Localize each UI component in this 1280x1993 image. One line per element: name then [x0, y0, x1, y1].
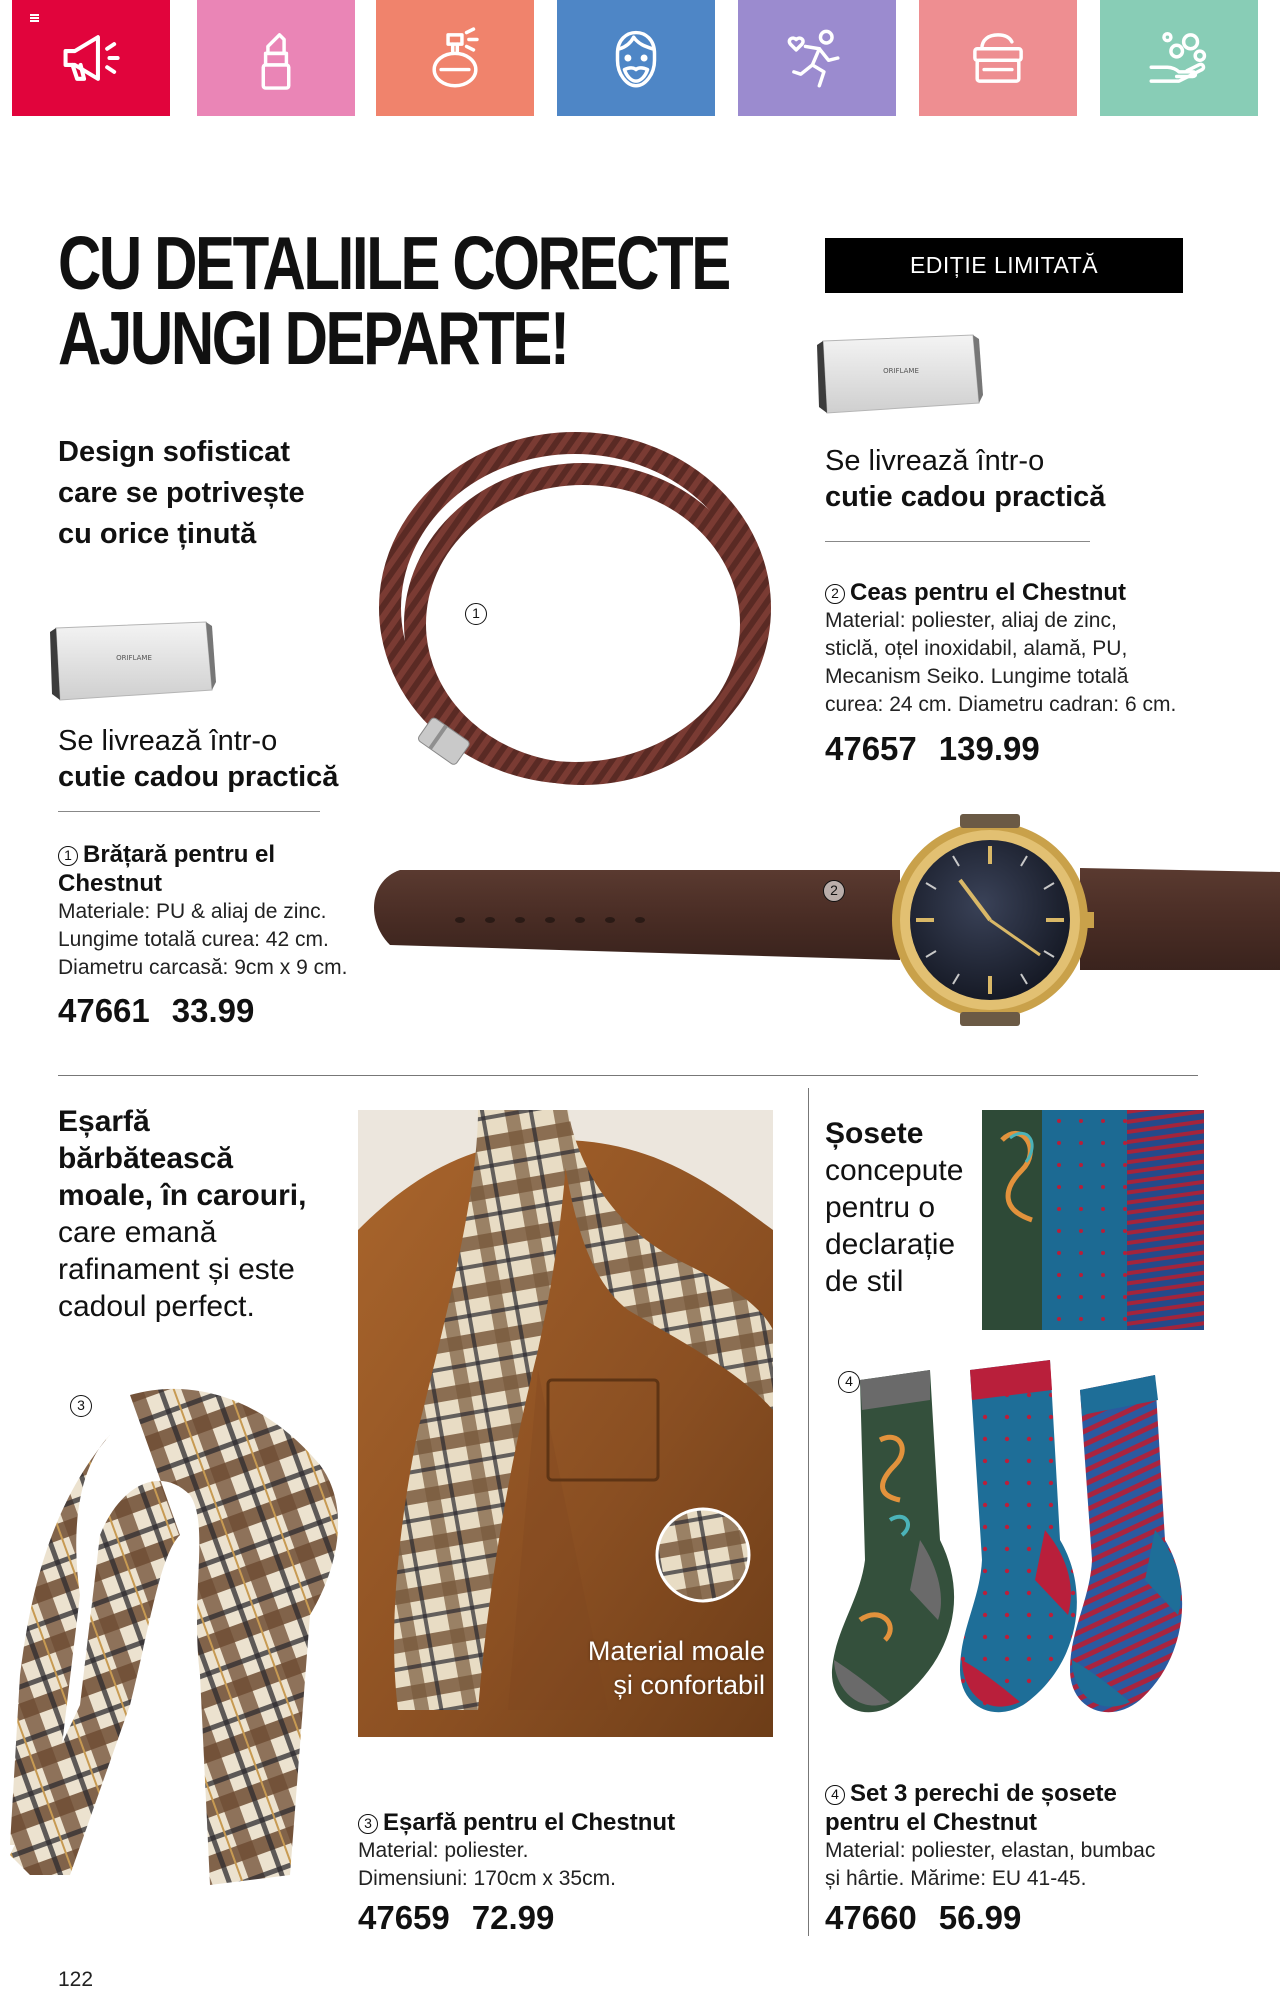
bracelet-image [365, 428, 785, 808]
product-title-text: pentru el Chestnut [825, 1809, 1038, 1836]
product-spec: curea: 24 cm. Diametru cadran: 6 cm. [825, 693, 1177, 716]
product-marker: 1 [58, 846, 78, 866]
intro-line: Design sofisticat [58, 436, 291, 468]
scarf-marker: 3 [70, 1395, 92, 1417]
tab-wellness[interactable] [738, 0, 896, 116]
megaphone-icon [54, 21, 128, 95]
scarf-soft-material-caption [520, 1634, 765, 1702]
product-marker: 3 [358, 1814, 378, 1834]
intro-line: declarație [825, 1228, 956, 1261]
product-code: 47657 [825, 730, 917, 767]
gift-box-brand: ORIFLAME [116, 654, 152, 662]
product-title-text: Brățară pentru el Chestnut [58, 841, 276, 897]
cream-jar-icon [961, 21, 1035, 95]
tab-skincare[interactable] [919, 0, 1077, 116]
scarf-price [358, 1899, 554, 1937]
watch-delivery-note [825, 443, 1105, 515]
product-marker: 2 [825, 584, 845, 604]
product-title [358, 1808, 778, 1837]
product-spec: sticlă, oțel inoxidabil, alamă, PU, [825, 637, 1128, 660]
gift-box-brand: ORIFLAME [883, 367, 919, 375]
lipstick-icon [239, 21, 313, 95]
intro-line: Eșarfă [58, 1105, 150, 1138]
product-code: 47659 [358, 1899, 450, 1936]
caption-line: și confortabil [613, 1670, 765, 1700]
intro-line: de stil [825, 1265, 904, 1298]
product-title-text: Set 3 perechi de șosete [850, 1780, 1117, 1807]
tab-men[interactable] [557, 0, 715, 116]
scarf-product-info [358, 1808, 778, 1893]
bracelet-intro [58, 432, 305, 555]
watch-marker: 2 [823, 880, 845, 902]
limited-edition-badge: EDIȚIE LIMITATĂ [825, 238, 1183, 293]
intro-line: moale, în carouri, [58, 1179, 307, 1212]
column-divider [808, 1088, 809, 1936]
product-code: 47660 [825, 1899, 917, 1936]
product-spec: Material: poliester, aliaj de zinc, [825, 609, 1117, 632]
socks-product-info [825, 1779, 1265, 1893]
gift-box-image [815, 333, 983, 415]
hand-wash-icon [1142, 21, 1216, 95]
product-spec: Material: poliester, elastan, bumbac [825, 1839, 1156, 1862]
bracelet-marker: 1 [465, 603, 487, 625]
product-spec: Dimensiuni: 170cm x 35cm. [358, 1867, 616, 1890]
bracelet-price [58, 992, 254, 1030]
headline-line-1: CU DETALIILE CORECTE [58, 221, 729, 305]
scarf-product-image [10, 1375, 350, 1895]
product-marker: 4 [825, 1785, 845, 1805]
product-title [825, 1779, 1265, 1808]
product-spec: Material: poliester. [358, 1839, 529, 1862]
caption-line: Material moale [587, 1636, 765, 1666]
product-title [825, 578, 1265, 607]
product-title-text: Ceas pentru el Chestnut [850, 579, 1127, 606]
scarf-intro [58, 1103, 306, 1325]
intro-line: Șosete [825, 1117, 924, 1150]
socks-product-image [820, 1340, 1250, 1750]
divider [58, 811, 320, 812]
delivery-line-1: Se livrează într-o [58, 725, 278, 757]
watch-price [825, 730, 1040, 768]
tab-makeup[interactable] [197, 0, 355, 116]
product-spec: Lungime totală curea: 42 cm. [58, 928, 329, 951]
product-price: 139.99 [938, 730, 1040, 767]
product-title [58, 840, 378, 898]
delivery-line-2: cutie cadou practică [58, 761, 339, 793]
intro-line: concepute [825, 1154, 964, 1187]
headline-line-2: AJUNGI DEPARTE! [58, 296, 568, 380]
bracelet-product-info [58, 840, 378, 982]
delivery-line-1: Se livrează într-o [825, 445, 1045, 477]
intro-line: care emană [58, 1216, 217, 1249]
product-code: 47661 [58, 992, 150, 1029]
intro-line: care se potrivește [58, 477, 305, 509]
intro-line: bărbătească [58, 1142, 234, 1175]
bracelet-delivery-note [58, 723, 338, 795]
divider [825, 541, 1090, 542]
page-headline [58, 221, 729, 380]
socks-closeup-photo [982, 1110, 1204, 1330]
product-spec: Diametru carcasă: 9cm x 9 cm. [58, 956, 348, 979]
gift-box-image [48, 620, 216, 702]
delivery-line-2: cutie cadou practică [825, 481, 1106, 513]
socks-intro [825, 1115, 963, 1300]
perfume-icon [418, 21, 492, 95]
category-tabs [0, 0, 1280, 116]
socks-marker: 4 [838, 1371, 860, 1393]
product-spec: Mecanism Seiko. Lungime totală [825, 665, 1129, 688]
man-face-icon [599, 21, 673, 95]
product-title-text: Eșarfă pentru el Chestnut [383, 1809, 676, 1836]
menu-icon[interactable] [30, 14, 39, 22]
wellness-icon [780, 21, 854, 95]
section-divider [58, 1075, 1198, 1076]
intro-line: cadoul perfect. [58, 1290, 255, 1323]
product-price: 33.99 [171, 992, 255, 1029]
product-spec: și hârtie. Mărime: EU 41-45. [825, 1867, 1087, 1890]
watch-product-info [825, 578, 1265, 719]
socks-price [825, 1899, 1021, 1937]
intro-line: pentru o [825, 1191, 936, 1224]
watch-image [360, 810, 1280, 1040]
tab-personal-care[interactable] [1100, 0, 1258, 116]
intro-line: cu orice ținută [58, 518, 257, 550]
intro-line: rafinament și este [58, 1253, 295, 1286]
page-number: 122 [58, 1968, 94, 1991]
tab-promotions[interactable] [12, 0, 170, 116]
product-price: 56.99 [938, 1899, 1022, 1936]
product-price: 72.99 [471, 1899, 555, 1936]
product-spec: Materiale: PU & aliaj de zinc. [58, 900, 327, 923]
tab-fragrance[interactable] [376, 0, 534, 116]
